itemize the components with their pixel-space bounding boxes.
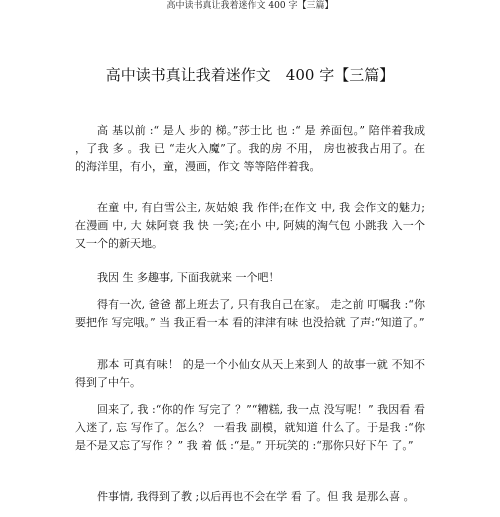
- paragraph: 那本 可真有味！ 的是一个小仙女从天上来到人 的故事一就 不知不 得到了中午。: [75, 358, 425, 389]
- paragraph: 回来了, 我 :“你的作 写完了 ？”“糟糕, 我一点 没写呢！” 我因看 看入迷了, 忘 写作了。怎么？ 一看我 副模，就知道 什么了。于是我 :“你是不是又忘了写作 ？” 我 着 低 :“是。” 开玩笑的 :“那你只好下午 了。”: [75, 403, 425, 452]
- paragraph: 在童 中, 有白雪公主, 灰姑娘 我 作伴;在作文 中, 我 会作文的魅力;在漫画 中, 大 妹阿衰 我 快 一笑;在小 中, 阿姨的淘气包 小跳我 入一个又一个的新天地。: [75, 201, 425, 250]
- document-title: 高中读书真让我着迷作文 400 字【三篇】: [105, 66, 395, 84]
- paragraph: 件事情, 我得到了教 ;以后再也不会在学 看 了。但 我 是那么喜 。: [97, 490, 415, 503]
- paragraph: 高 基以前 :“ 是人 步的 梯。”莎士比 也 :“ 是 养面包。” 陪伴着我成 ，了我 多 。我 已 “走火入魔”了。我的房 不用， 房也被我占用了。在 的海洋里，有小，童，漫画，作文 等等陪伴着我。: [75, 124, 425, 173]
- running-header: 高中读书真让我着迷作文 400 字【三篇】: [166, 1, 334, 11]
- paragraph: 我因 生 多趣事, 下面我就来 一个吧！: [97, 271, 280, 284]
- paragraph: 得有一次, 爸爸 都上班去了, 只有我自己在家。 走之前 叮嘱我 :“你要把作 写完哦。” 当 我正看一本 看的津津有味 也没拾就 了声:“知道了。”: [75, 298, 425, 329]
